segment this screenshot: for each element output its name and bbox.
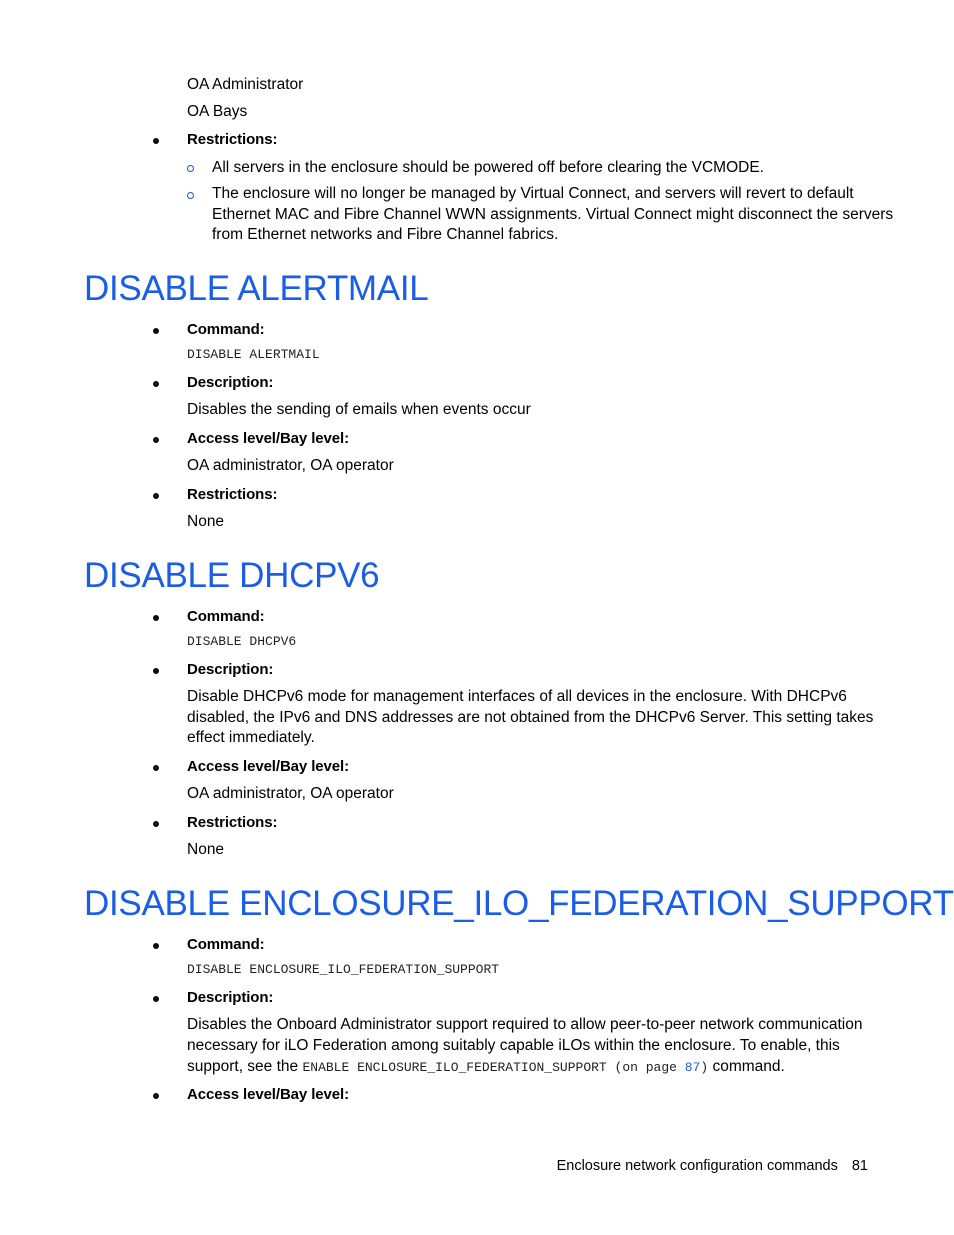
command-label: Command: xyxy=(187,321,265,338)
circle-bullet-icon xyxy=(187,165,194,172)
command-label: Command: xyxy=(187,936,265,953)
bullet-icon xyxy=(153,328,159,334)
command-reference-end: ) xyxy=(700,1060,709,1075)
description-line: Disable DHCPv6 mode for management interfaces of all devices in the enclosure. With DHCPv6 xyxy=(187,688,847,705)
footer-section-title: Enclosure network configuration commands xyxy=(556,1158,838,1174)
section-title-disable-dhcpv6: DISABLE DHCPV6 xyxy=(84,556,380,595)
access-label: Access level/Bay level: xyxy=(187,1086,349,1103)
access-text: OA administrator, OA operator xyxy=(187,457,394,474)
page-footer xyxy=(557,1158,868,1174)
access-label: Access level/Bay level: xyxy=(187,430,349,447)
restrictions-label: Restrictions: xyxy=(187,131,278,148)
description-label: Description: xyxy=(187,989,274,1006)
section-title-disable-alertmail: DISABLE ALERTMAIL xyxy=(84,269,429,308)
bullet-icon xyxy=(153,943,159,949)
section-title-disable-enclosure-ilo-federation-support: DISABLE ENCLOSURE_ILO_FEDERATION_SUPPORT xyxy=(84,884,954,923)
bullet-icon xyxy=(153,765,159,771)
command-reference: ENABLE ENCLOSURE_ILO_FEDERATION_SUPPORT (on page xyxy=(302,1060,685,1075)
bullet-icon xyxy=(153,668,159,674)
bullet-icon xyxy=(153,381,159,387)
description-line-with-link xyxy=(187,1057,785,1078)
description-line: effect immediately. xyxy=(187,729,315,746)
bullet-icon xyxy=(153,493,159,499)
restriction-item-line: Ethernet MAC and Fibre Channel WWN assignments. Virtual Connect might disconnect the servers xyxy=(212,206,894,223)
description-label: Description: xyxy=(187,374,274,391)
command-code: DISABLE ALERTMAIL xyxy=(187,347,320,362)
description-line: disabled, the IPv6 and DNS addresses are not obtained from the DHCPv6 Server. This setting takes xyxy=(187,709,874,726)
description-text: support, see the xyxy=(187,1058,303,1075)
access-label: Access level/Bay level: xyxy=(187,758,349,775)
restrictions-text: None xyxy=(187,513,225,530)
access-item-oa-bays: OA Bays xyxy=(187,103,248,120)
restriction-item: All servers in the enclosure should be powered off before clearing the VCMODE. xyxy=(212,159,764,176)
description-text: Disables the sending of emails when events occur xyxy=(187,401,531,418)
page-number: 81 xyxy=(851,1158,868,1174)
bullet-icon xyxy=(153,996,159,1002)
circle-bullet-icon xyxy=(187,192,194,199)
description-line: Disables the Onboard Administrator support required to allow peer-to-peer network communication xyxy=(187,1016,863,1033)
restrictions-label: Restrictions: xyxy=(187,486,278,503)
command-code: DISABLE ENCLOSURE_ILO_FEDERATION_SUPPORT xyxy=(187,962,500,977)
description-line: necessary for iLO Federation among suitably capable iLOs within the enclosure. To enable, this xyxy=(187,1037,840,1054)
page-link[interactable]: 87 xyxy=(684,1060,701,1075)
bullet-icon xyxy=(153,138,159,144)
restrictions-label: Restrictions: xyxy=(187,814,278,831)
description-text: command. xyxy=(708,1058,785,1075)
access-item-oa-administrator: OA Administrator xyxy=(187,76,304,93)
bullet-icon xyxy=(153,821,159,827)
bullet-icon xyxy=(153,1093,159,1099)
restriction-item-line: The enclosure will no longer be managed by Virtual Connect, and servers will revert to default xyxy=(212,185,854,202)
command-label: Command: xyxy=(187,608,265,625)
restriction-item-line: from Ethernet networks and Fibre Channel fabrics. xyxy=(212,226,559,243)
restrictions-text: None xyxy=(187,841,225,858)
access-text: OA administrator, OA operator xyxy=(187,785,394,802)
bullet-icon xyxy=(153,437,159,443)
command-code: DISABLE DHCPV6 xyxy=(187,634,297,649)
bullet-icon xyxy=(153,615,159,621)
description-label: Description: xyxy=(187,661,274,678)
